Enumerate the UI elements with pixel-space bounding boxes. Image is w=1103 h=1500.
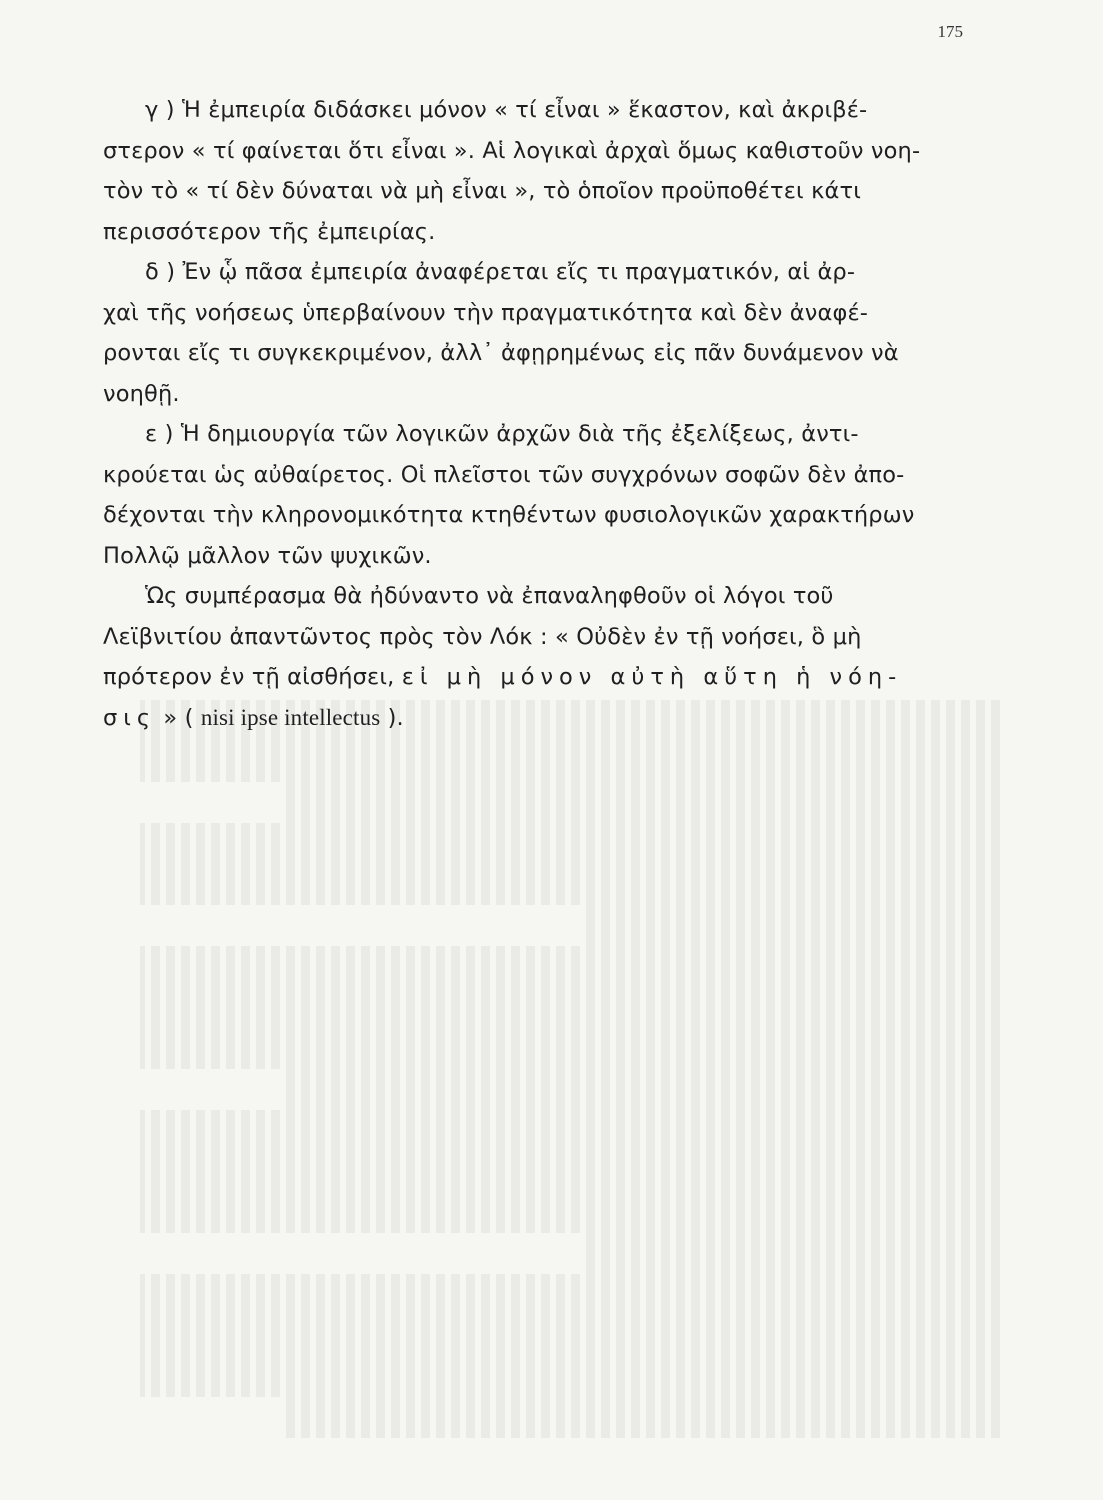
text-line: στερον « τί φαίνεται ὅτι εἶναι ». Αἱ λογικαὶ ἀρχαὶ ὅμως καθιστοῦν νοη- — [103, 137, 921, 164]
paragraph-epsilon — [103, 414, 983, 576]
bleed-through-background — [120, 700, 1000, 1438]
text-line: δέχονται τὴν κληρονομικότητα κτηθέντων φυσιολογικῶν χαρακτήρων — [103, 502, 915, 528]
text-line: ρονται εἴς τι συγκεκριμένον, ἀλλ᾽ ἀφῃρημένως εἰς πᾶν δυνάμενον νὰ — [103, 340, 899, 366]
text-line — [103, 698, 983, 739]
paragraph-gamma — [103, 90, 983, 252]
text-segment: » ( — [156, 704, 201, 731]
text-line: Πολλῷ μᾶλλον τῶν ψυχικῶν. — [103, 542, 432, 569]
text-line: Ὡς συμπέρασμα θὰ ἠδύναντο νὰ ἐπαναληφθοῦν οἱ λόγοι τοῦ — [145, 583, 834, 609]
text-segment: ). — [380, 704, 404, 731]
text-line: κρούεται ὡς αὐθαίρετος. Οἱ πλεῖστοι τῶν συγχρόνων σοφῶν δὲν ἀπο- — [103, 461, 905, 488]
paragraph-conclusion — [103, 576, 983, 738]
paragraph-delta — [103, 252, 983, 414]
text-line — [103, 657, 983, 698]
text-segment: πρότερον ἐν τῇ αἰσθήσει, — [103, 664, 402, 690]
text-line: περισσότερον τῆς ἐμπειρίας. — [103, 218, 436, 245]
text-line: γ ) Ἡ ἐμπειρία διδάσκει μόνον « τί εἶναι » ἕκαστον, καὶ ἀκριβέ- — [145, 97, 868, 123]
text-line: νοηθῇ. — [103, 380, 180, 407]
latin-phrase: nisi ipse intellectus — [200, 704, 381, 730]
text-line: δ ) Ἐν ᾧ πᾶσα ἐμπειρία ἀναφέρεται εἴς τι πραγματικόν, αἱ ἀρ- — [145, 259, 856, 285]
text-line: Λεϊβνιτίου ἀπαντῶντος πρὸς τὸν Λόκ : « Οὐδὲν ἐν τῇ νοήσει, ὃ μὴ — [103, 623, 862, 650]
page-number: 175 — [937, 22, 963, 41]
text-line: χαὶ τῆς νοήσεως ὑπερβαίνουν τὴν πραγματικότητα καὶ δὲν ἀναφέ- — [103, 299, 869, 326]
text-line: ε ) Ἡ δημιουργία τῶν λογικῶν ἀρχῶν διὰ τῆς ἐξελίξεως, ἀντι- — [145, 421, 859, 447]
spaced-quote: σις — [103, 704, 157, 731]
text-line: τὸν τὸ « τί δὲν δύναται νὰ μὴ εἶναι », τὸ ὁποῖον προϋποθέτει κάτι — [103, 178, 861, 204]
body-text — [103, 90, 983, 738]
spaced-quote: εἰ μὴ μόνον αὐτὴ αὕτη ἡ νόη- — [401, 664, 903, 690]
